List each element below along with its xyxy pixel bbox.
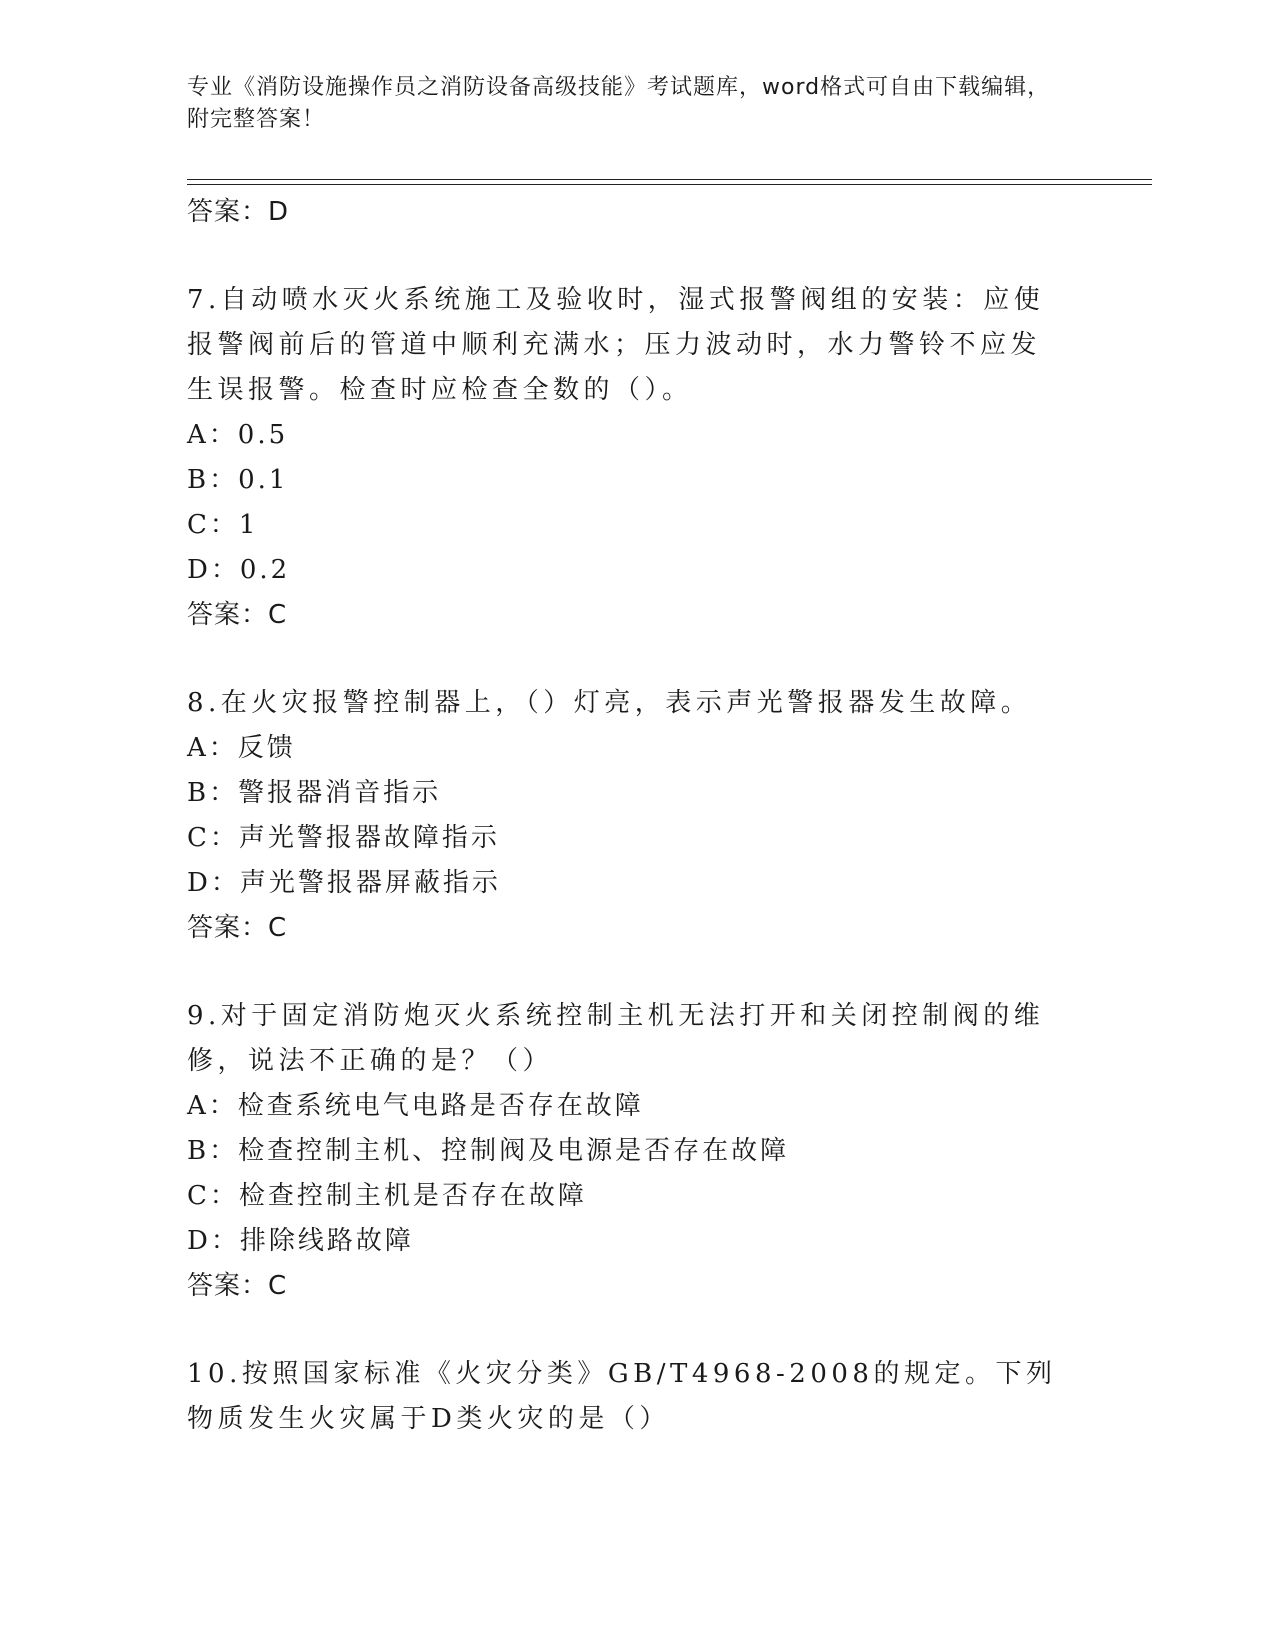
question-list <box>187 190 1067 1442</box>
question-item <box>187 681 1067 950</box>
page-header: 专业《消防设施操作员之消防设备高级技能》考试题库，word格式可自由下载编辑，附完整答案！ <box>187 75 1051 132</box>
option-a: A：0.5 <box>187 420 289 450</box>
answer-line: 答案：C <box>187 1271 288 1301</box>
option-b: B：警报器消音指示 <box>187 778 442 808</box>
question-stem: 7.自动喷水灭火系统施工及验收时，湿式报警阀组的安装：应使报警阀前后的管道中顺利充满水；压力波动时，水力警铃不应发生误报警。检查时应检查全数的（）。 <box>187 285 1045 405</box>
option-d: D：声光警报器屏蔽指示 <box>187 868 501 898</box>
answer-line: 答案：D <box>187 197 290 227</box>
answer-line: 答案：C <box>187 600 288 630</box>
question-stem: 10.按照国家标准《火灾分类》GB/T4968-2008的规定。下列物质发生火灾属于D类火灾的是（） <box>187 1359 1057 1434</box>
question-item <box>187 994 1067 1308</box>
option-c: C：1 <box>187 510 259 540</box>
option-d: D：排除线路故障 <box>187 1226 414 1256</box>
answer-line: 答案：C <box>187 913 288 943</box>
option-b: B：0.1 <box>187 465 289 495</box>
question-stem: 8.在火灾报警控制器上，（）灯亮，表示声光警报器发生故障。 <box>187 688 1032 718</box>
header-rule-bottom <box>187 184 1152 185</box>
option-d: D：0.2 <box>187 555 291 585</box>
option-a: A：检查系统电气电路是否存在故障 <box>187 1091 644 1121</box>
option-a: A：反馈 <box>187 733 296 763</box>
header-rule-top <box>187 179 1152 180</box>
option-c: C：声光警报器故障指示 <box>187 823 500 853</box>
option-b: B：检查控制主机、控制阀及电源是否存在故障 <box>187 1136 790 1166</box>
question-stem: 9.对于固定消防炮灭火系统控制主机无法打开和关闭控制阀的维修，说法不正确的是？（） <box>187 1001 1045 1076</box>
option-c: C：检查控制主机是否存在故障 <box>187 1181 587 1211</box>
question-item <box>187 1352 1067 1442</box>
question-item <box>187 278 1067 637</box>
